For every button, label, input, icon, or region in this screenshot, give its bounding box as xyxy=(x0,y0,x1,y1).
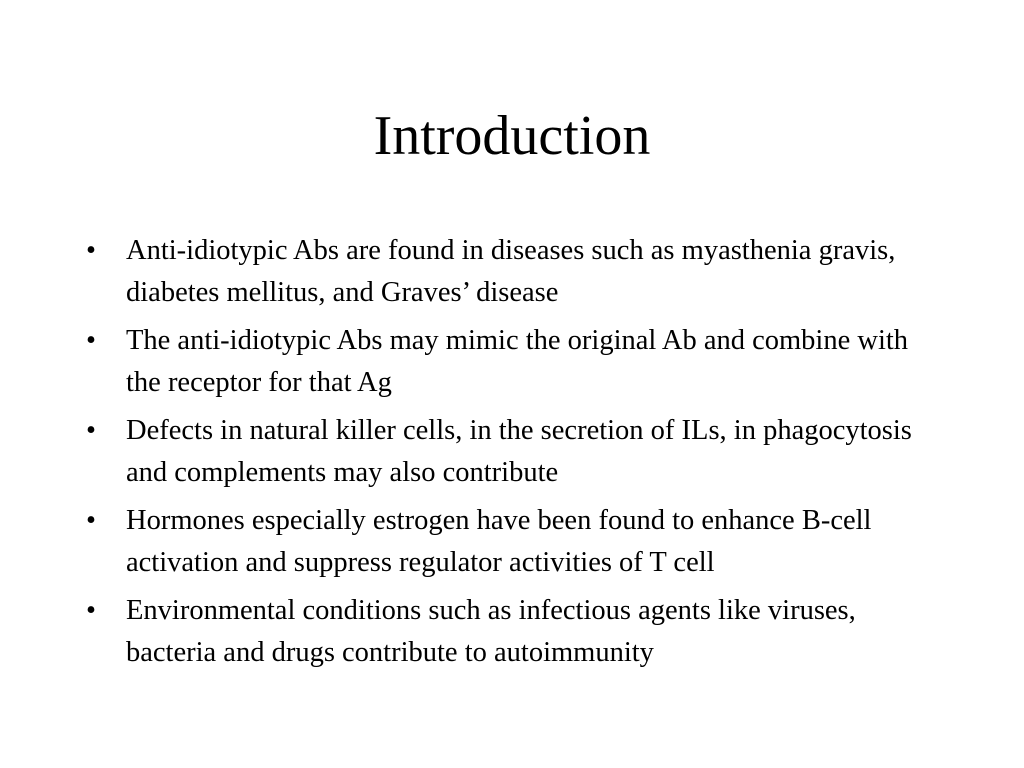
bullet-icon: • xyxy=(86,595,96,626)
bullet-list xyxy=(86,230,946,680)
bullet-text: The anti-idiotypic Abs may mimic the original Ab and combine with the receptor for that Ag xyxy=(126,325,909,398)
bullet-icon: • xyxy=(86,235,96,266)
bullet-text: Anti-idiotypic Abs are found in diseases such as myasthenia gravis, diabetes mellitus, and Graves’ disease xyxy=(126,235,896,308)
bullet-text: Hormones especially estrogen have been found to enhance B-cell activation and suppress regulator activities of T cell xyxy=(126,505,872,578)
bullet-icon: • xyxy=(86,325,96,356)
bullet-text: Environmental conditions such as infectious agents like viruses, bacteria and drugs contribute to autoimmunity xyxy=(126,595,856,668)
bullet-item xyxy=(86,590,946,674)
bullet-icon: • xyxy=(86,505,96,536)
bullet-icon: • xyxy=(86,415,96,446)
bullet-item xyxy=(86,500,946,584)
bullet-item xyxy=(86,230,946,314)
slide-title: Introduction xyxy=(373,105,651,167)
bullet-item xyxy=(86,320,946,404)
bullet-text: Defects in natural killer cells, in the secretion of ILs, in phagocytosis and complements may also contribute xyxy=(126,415,912,488)
bullet-item xyxy=(86,410,946,494)
